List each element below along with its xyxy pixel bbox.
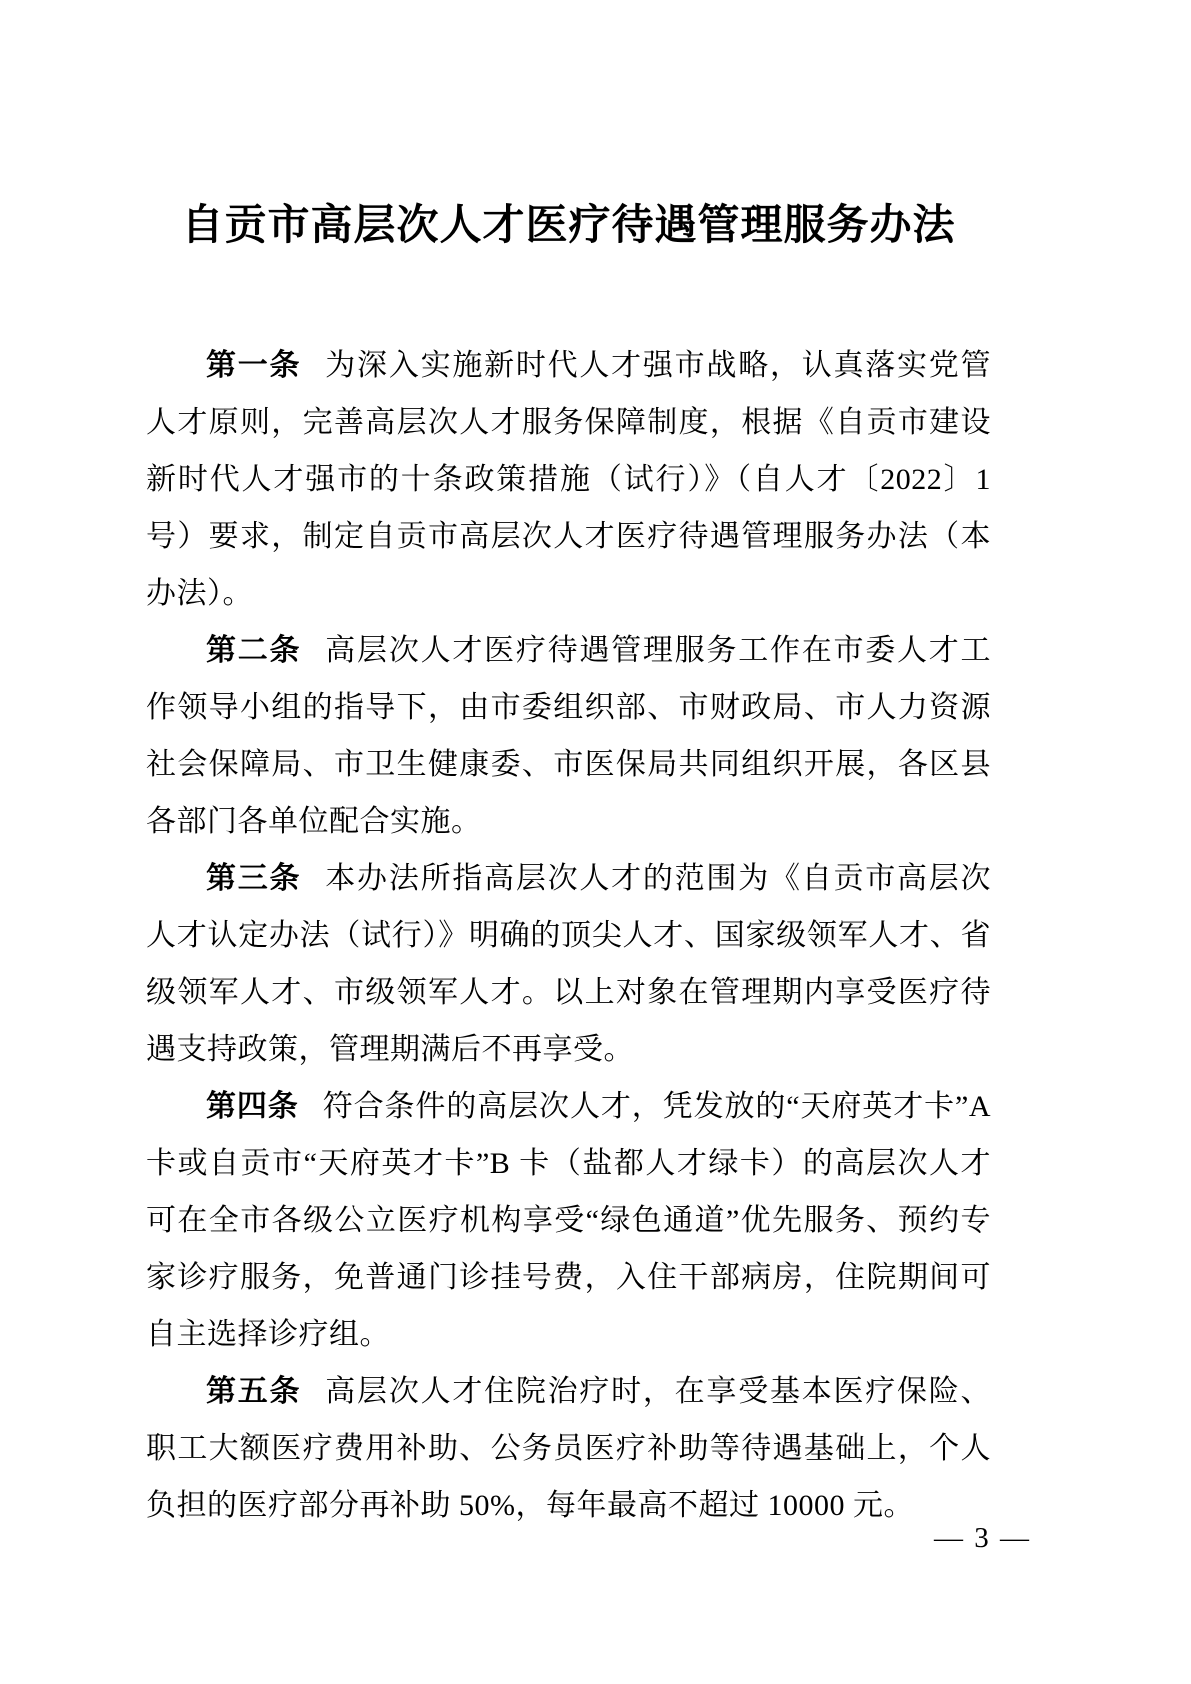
article-5-label: 第五条 (206, 1374, 302, 1408)
article-4-label: 第四条 (206, 1089, 299, 1123)
article-2-paragraph (146, 622, 991, 850)
article-4-paragraph (146, 1078, 991, 1363)
article-5-paragraph (146, 1363, 991, 1534)
page-number: — 3 — (934, 1522, 1031, 1554)
document-body (146, 337, 991, 1534)
article-5-text: 高层次人才住院治疗时，在享受基本医疗保险、职工大额医疗费用补助、公务员医疗补助等待遇基础上，个人负担的医疗部分再补助 50%，每年最高不超过 10000 元。 (146, 1374, 992, 1522)
article-3-text: 本办法所指高层次人才的范围为《自贡市高层次人才认定办法（试行）》明确的顶尖人才、国家级领军人才、省级领军人才、市级领军人才。以上对象在管理期内享受医疗待遇支持政策，管理期满后不再享受。 (146, 861, 992, 1066)
document-title: 自贡市高层次人才医疗待遇管理服务办法 (181, 203, 956, 249)
article-1-paragraph (146, 337, 991, 622)
article-2-label: 第二条 (206, 633, 302, 667)
article-3-paragraph (146, 850, 991, 1078)
article-1-label: 第一条 (206, 348, 302, 382)
article-1-text: 为深入实施新时代人才强市战略，认真落实党管人才原则，完善高层次人才服务保障制度，根据《自贡市建设新时代人才强市的十条政策措施（试行）》（自人才〔2022〕1 号）要求，制定自贡市高层次人才医疗待遇管理服务办法（本办法）。 (146, 348, 992, 610)
article-3-label: 第三条 (206, 861, 302, 895)
document-content (146, 198, 991, 1534)
article-2-text: 高层次人才医疗待遇管理服务工作在市委人才工作领导小组的指导下，由市委组织部、市财政局、市人力资源社会保障局、市卫生健康委、市医保局共同组织开展，各区县各部门各单位配合实施。 (146, 633, 992, 838)
article-4-text: 符合条件的高层次人才，凭发放的“天府英才卡”A 卡或自贡市“天府英才卡”B 卡（盐都人才绿卡）的高层次人才可在全市各级公立医疗机构享受“绿色通道”优先服务、预约专家诊疗服务，免普通门诊挂号费，入住干部病房，住院期间可自主选择诊疗组。 (146, 1089, 992, 1351)
